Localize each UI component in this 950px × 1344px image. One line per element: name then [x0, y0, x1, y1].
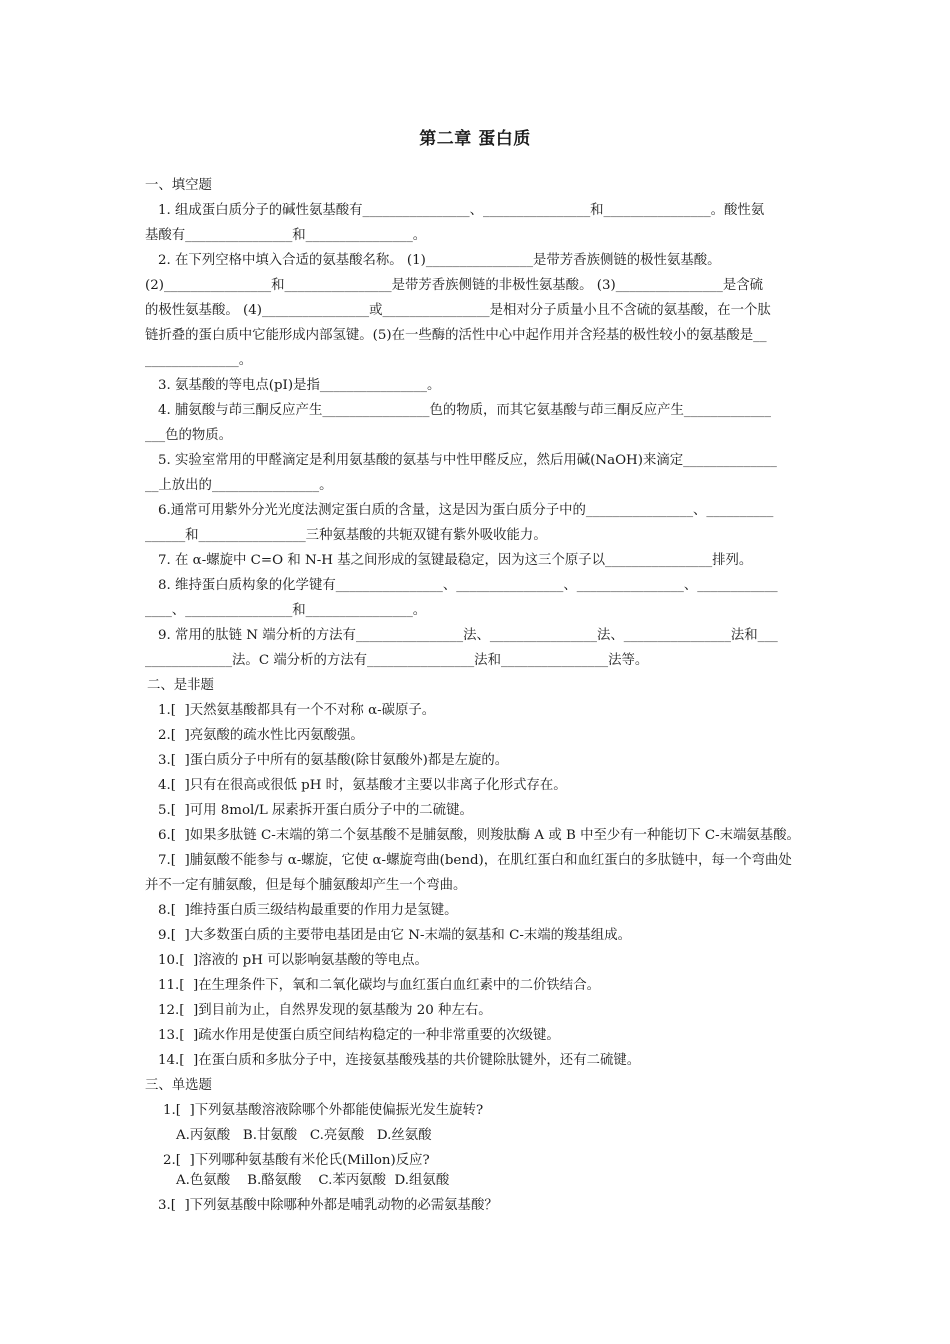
fill-question-2-line-5: ______________。	[145, 353, 253, 368]
fill-question-1-line-1: 1. 组成蛋白质分子的碱性氨基酸有________________、________________和________________。酸性氨	[158, 203, 765, 218]
fill-question-3: 3. 氨基酸的等电点(pI)是指________________。	[158, 378, 441, 393]
section-heading-true-false: 二、是非题	[147, 678, 214, 693]
tf-question-7-line-1: 7.[ ]脯氨酸不能参与 α-螺旋，它使 α-螺旋弯曲(bend)，在肌红蛋白和血红蛋白的多肽链中，每一个弯曲处	[158, 853, 792, 868]
fill-question-9-line-1: 9. 常用的肽链 N 端分析的方法有________________法、________________法、________________法和___	[158, 628, 778, 643]
fill-question-4-line-2: ___色的物质。	[145, 428, 233, 443]
fill-question-2-line-4: 链折叠的蛋白质中它能形成内部氢键。(5)在一些酶的活性中心中起作用并含羟基的极性较小的氨基酸是__	[145, 328, 767, 343]
tf-question-11: 11.[ ]在生理条件下，氧和二氧化碳均与血红蛋白血红素中的二价铁结合。	[158, 978, 600, 993]
fill-question-8-line-2: ____、________________和________________。	[145, 603, 427, 618]
tf-question-5: 5.[ ]可用 8mol/L 尿素拆开蛋白质分子中的二硫键。	[158, 803, 473, 818]
tf-question-12: 12.[ ]到目前为止，自然界发现的氨基酸为 20 种左右。	[158, 1003, 492, 1018]
tf-question-4: 4.[ ]只有在很高或很低 pH 时，氨基酸才主要以非离子化形式存在。	[158, 778, 567, 793]
fill-question-9-line-2: _____________法。C 端分析的方法有________________法和________________法等。	[145, 653, 649, 668]
fill-question-2-line-1: 2. 在下列空格中填入合适的氨基酸名称。 (1)________________是带芳香族侧链的极性氨基酸。	[158, 253, 721, 268]
fill-question-2-line-3: 的极性氨基酸。 (4)________________或________________是相对分子质量小且不含硫的氨基酸，在一个肽	[145, 303, 771, 318]
tf-question-9: 9.[ ]大多数蛋白质的主要带电基团是由它 N-末端的氨基和 C-末端的羧基组成。	[158, 928, 631, 943]
tf-question-7-line-2: 并不一定有脯氨酸，但是每个脯氨酸却产生一个弯曲。	[145, 878, 467, 893]
mc-question-2: 2.[ ]下列哪种氨基酸有米伦氏(Millon)反应?	[163, 1153, 430, 1168]
section-heading-single-choice: 三、单选题	[145, 1078, 212, 1093]
fill-question-5-line-2: __上放出的________________。	[145, 478, 333, 493]
fill-question-5-line-1: 5. 实验室常用的甲醛滴定是利用氨基酸的氨基与中性甲醛反应，然后用碱(NaOH)来滴定______________	[158, 453, 777, 468]
tf-question-1: 1.[ ]天然氨基酸都具有一个不对称 α-碳原子。	[158, 703, 436, 718]
tf-question-3: 3.[ ]蛋白质分子中所有的氨基酸(除甘氨酸外)都是左旋的。	[158, 753, 509, 768]
tf-question-2: 2.[ ]亮氨酸的疏水性比丙氨酸强。	[158, 728, 364, 743]
fill-question-6-line-2: ______和________________三种氨基酸的共轭双键有紫外吸收能力。	[145, 528, 547, 543]
tf-question-14: 14.[ ]在蛋白质和多肽分子中，连接氨基酸残基的共价键除肽键外，还有二硫键。	[158, 1053, 641, 1068]
fill-question-2-line-2: (2)________________和________________是带芳香族侧链的非极性氨基酸。 (3)________________是含硫	[145, 278, 763, 293]
fill-question-8-line-1: 8. 维持蛋白质构象的化学键有________________、________________、________________、____________	[158, 578, 778, 593]
fill-question-1-line-2: 基酸有________________和________________。	[145, 228, 427, 243]
tf-question-6: 6.[ ]如果多肽链 C-末端的第二个氨基酸不是脯氨酸，则羧肽酶 A 或 B 中至少有一种能切下 C-末端氨基酸。	[158, 828, 800, 843]
tf-question-10: 10.[ ]溶液的 pH 可以影响氨基酸的等电点。	[158, 953, 428, 968]
section-heading-fill-in: 一、填空题	[145, 178, 212, 193]
fill-question-7: 7. 在 α-螺旋中 C=O 和 N-H 基之间形成的氢键最稳定，因为这三个原子以________________排列。	[158, 553, 753, 568]
tf-question-13: 13.[ ]疏水作用是使蛋白质空间结构稳定的一种非常重要的次级键。	[158, 1028, 560, 1043]
mc-question-3: 3.[ ]下列氨基酸中除哪种外都是哺乳动物的必需氨基酸？	[158, 1198, 498, 1213]
fill-question-4-line-1: 4. 脯氨酸与茚三酮反应产生________________色的物质，而其它氨基酸与茚三酮反应产生_____________	[158, 403, 771, 418]
page-title: 第二章 蛋白质	[419, 129, 531, 149]
mc-question-1: 1.[ ]下列氨基酸溶液除哪个外都能使偏振光发生旋转?	[163, 1103, 484, 1118]
tf-question-8: 8.[ ]维持蛋白质三级结构最重要的作用力是氢键。	[158, 903, 458, 918]
fill-question-6-line-1: 6.通常可用紫外分光光度法测定蛋白质的含量，这是因为蛋白质分子中的________________、__________	[158, 503, 774, 518]
mc-question-2-options: A.色氨酸 B.酪氨酸 C.苯丙氨酸 D.组氨酸	[176, 1173, 450, 1188]
mc-question-1-options: A.丙氨酸 B.甘氨酸 C.亮氨酸 D.丝氨酸	[176, 1128, 432, 1143]
